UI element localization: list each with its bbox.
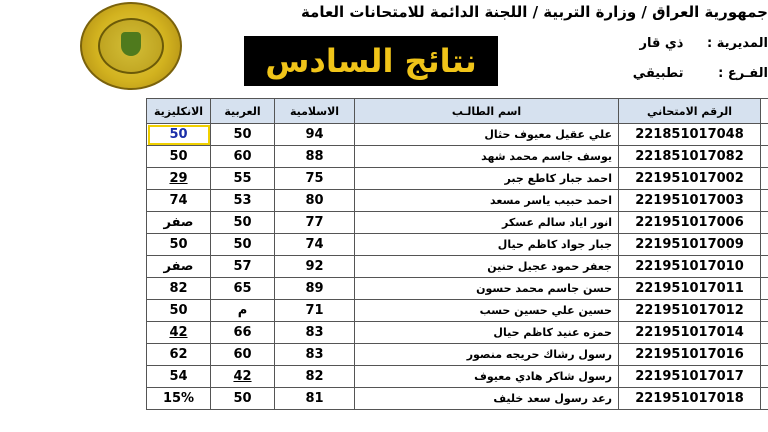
student-name-cell: رعد رسول سعد خليف (355, 388, 619, 410)
table-row (81, 278, 768, 300)
student-name-cell: علي عقيل معيوف حثال (355, 124, 619, 146)
islamic-score-cell: 75 (275, 168, 355, 190)
arabic-score-cell: م (211, 300, 275, 322)
branch-label: الفـرع : (718, 66, 768, 81)
table-edge-cell (761, 146, 768, 168)
table-row (81, 344, 768, 366)
islamic-score-cell: 82 (275, 366, 355, 388)
islamic-score-cell: 94 (275, 124, 355, 146)
english-score-cell: صفر (147, 212, 211, 234)
table-row (81, 366, 768, 388)
table-edge-cell (761, 190, 768, 212)
student-name-cell: احمد جبار كاطع جبر (355, 168, 619, 190)
islamic-score-cell: 92 (275, 256, 355, 278)
table-edge-cell (761, 344, 768, 366)
arabic-score-cell: 65 (211, 278, 275, 300)
results-table (80, 98, 768, 410)
table-edge-cell (761, 278, 768, 300)
table-edge-cell (761, 168, 768, 190)
table-edge-cell (761, 256, 768, 278)
column-header-islamic: الاسلامية (275, 99, 355, 124)
arabic-score-cell: 50 (211, 388, 275, 410)
islamic-score-cell: 89 (275, 278, 355, 300)
column-header-student-name: اسم الطالـب (355, 99, 619, 124)
islamic-score-cell: 80 (275, 190, 355, 212)
exam-number-cell: 221951017012 (619, 300, 761, 322)
exam-number-cell: 221951017011 (619, 278, 761, 300)
arabic-score-cell: 50 (211, 124, 275, 146)
arabic-score-cell: 50 (211, 234, 275, 256)
exam-number-cell: 221951017009 (619, 234, 761, 256)
table-row (81, 168, 768, 190)
student-name-cell: جبار جواد كاظم حيال (355, 234, 619, 256)
arabic-score-cell: 50 (211, 212, 275, 234)
table-row (81, 212, 768, 234)
student-name-cell: رسول رشاك حريجه منصور (355, 344, 619, 366)
table-row (81, 124, 768, 146)
exam-number-cell: 221951017016 (619, 344, 761, 366)
english-score-cell: 29 (147, 168, 211, 190)
student-name-cell: جعفر حمود عجيل حنين (355, 256, 619, 278)
arabic-score-cell: 55 (211, 168, 275, 190)
english-score-cell: صفر (147, 256, 211, 278)
table-edge-cell (761, 366, 768, 388)
exam-number-cell: 221951017003 (619, 190, 761, 212)
exam-number-cell: 221851017048 (619, 124, 761, 146)
table-edge-cell (761, 99, 768, 124)
seal-eagle-icon (121, 32, 141, 56)
arabic-score-cell: 60 (211, 344, 275, 366)
english-score-cell: 50 (147, 124, 211, 146)
exam-number-cell: 221951017018 (619, 388, 761, 410)
english-score-cell: 50 (147, 300, 211, 322)
table-row (81, 146, 768, 168)
english-score-cell: 50 (147, 146, 211, 168)
branch-value: تطبيقي (632, 66, 684, 81)
islamic-score-cell: 83 (275, 322, 355, 344)
english-score-cell: 15% (147, 388, 211, 410)
student-name-cell: انور اياد سالم عسكر (355, 212, 619, 234)
english-score-cell: 42 (147, 322, 211, 344)
table-body (81, 124, 768, 410)
table-row (81, 190, 768, 212)
student-name-cell: احمد حبيب ياسر مسعد (355, 190, 619, 212)
english-score-cell: 54 (147, 366, 211, 388)
islamic-score-cell: 83 (275, 344, 355, 366)
student-name-cell: يوسف جاسم محمد شهد (355, 146, 619, 168)
exam-number-cell: 221851017082 (619, 146, 761, 168)
table-row (81, 234, 768, 256)
directorate-info (518, 36, 768, 51)
table-row (81, 322, 768, 344)
english-score-cell: 62 (147, 344, 211, 366)
exam-number-cell: 221951017006 (619, 212, 761, 234)
table-edge-cell (761, 234, 768, 256)
table-edge-cell (761, 322, 768, 344)
english-score-cell: 82 (147, 278, 211, 300)
student-name-cell: رسول شاكر هادي معيوف (355, 366, 619, 388)
arabic-score-cell: 60 (211, 146, 275, 168)
table-row (81, 300, 768, 322)
english-score-cell: 50 (147, 234, 211, 256)
arabic-score-cell: 57 (211, 256, 275, 278)
column-header-arabic: العربية (211, 99, 275, 124)
column-header-exam-number: الرقم الامتحاني (619, 99, 761, 124)
results-banner: نتائج السادس (244, 36, 498, 86)
table-edge-cell (761, 124, 768, 146)
seal-emblem (98, 18, 164, 74)
islamic-score-cell: 88 (275, 146, 355, 168)
islamic-score-cell: 77 (275, 212, 355, 234)
exam-number-cell: 221951017002 (619, 168, 761, 190)
ministry-header: جمهورية العراق / وزارة التربية / اللجنة الدائمة للامتحانات العامة (300, 3, 768, 21)
table-row (81, 388, 768, 410)
student-name-cell: حسن جاسم محمد حسون (355, 278, 619, 300)
directorate-label: المديرية : (706, 36, 768, 51)
table-edge-cell (761, 212, 768, 234)
directorate-value: ذي قار (639, 36, 684, 51)
islamic-score-cell: 74 (275, 234, 355, 256)
table-header-row (81, 99, 768, 124)
table-edge-cell (761, 388, 768, 410)
english-score-cell: 74 (147, 190, 211, 212)
branch-info (518, 66, 768, 81)
arabic-score-cell: 66 (211, 322, 275, 344)
exam-number-cell: 221951017017 (619, 366, 761, 388)
exam-number-cell: 221951017014 (619, 322, 761, 344)
table-row (81, 256, 768, 278)
ministry-seal-icon (80, 2, 182, 90)
student-name-cell: حمزه عنيد كاظم حيال (355, 322, 619, 344)
table-edge-cell (761, 300, 768, 322)
arabic-score-cell: 42 (211, 366, 275, 388)
student-name-cell: حسين علي حسين حسب (355, 300, 619, 322)
exam-number-cell: 221951017010 (619, 256, 761, 278)
arabic-score-cell: 53 (211, 190, 275, 212)
islamic-score-cell: 81 (275, 388, 355, 410)
column-header-english: الانكليزية (147, 99, 211, 124)
islamic-score-cell: 71 (275, 300, 355, 322)
